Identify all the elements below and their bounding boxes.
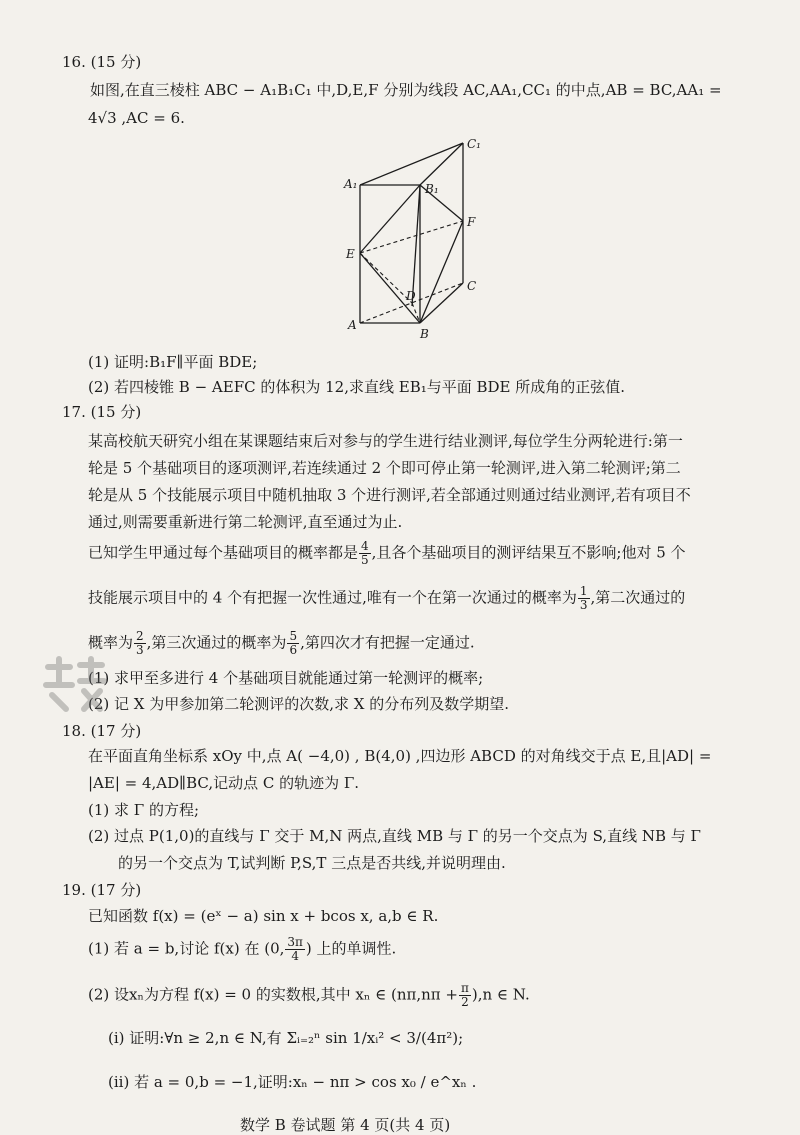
fraction-5-6: $\frac{5}{6}$ xyxy=(289,629,298,657)
q17-line-7-b: ,第三次通过的概率为 xyxy=(146,633,287,652)
q19-part-1-b: ) 上的单调性. xyxy=(305,939,397,958)
fraction-1-3: $\frac{1}{3}$ xyxy=(579,584,588,612)
q19-part-2 xyxy=(88,982,530,1009)
q18-line-1: 在平面直角坐标系 xOy 中,点 A( −4,0) , B(4,0) ,四边形 ABCD 的对角线交于点 E,且|AD| = xyxy=(88,747,712,765)
label-A: A xyxy=(348,318,357,332)
q16-header: 16. (15 分) xyxy=(62,53,142,71)
label-A1: A₁ xyxy=(344,177,358,191)
q18-part-2b: 的另一个交点为 T,试判断 P,S,T 三点是否共线,并说明理由. xyxy=(118,854,506,872)
label-C: C xyxy=(467,279,477,293)
stamp-mark xyxy=(40,655,110,715)
q17-part-2: (2) 记 X 为甲参加第二轮测评的次数,求 X 的分布列及数学期望. xyxy=(88,695,509,713)
q16-part-2: (2) 若四棱锥 B − AEFC 的体积为 12,求直线 EB₁与平面 BDE 所成角的正弦值. xyxy=(88,378,626,396)
fraction-3pi-4: $\frac{3\pi}{4}$ xyxy=(287,935,303,963)
label-E: E xyxy=(346,247,355,261)
q16-part-1: (1) 证明:B₁F∥平面 BDE; xyxy=(88,353,258,371)
q17-line-6 xyxy=(88,585,685,612)
label-B: B xyxy=(420,327,429,341)
q19-part-2-b: ),n ∈ N. xyxy=(471,985,530,1004)
prism-figure xyxy=(330,128,500,353)
label-F: F xyxy=(467,215,476,229)
q19-line-1: 已知函数 f(x) = (eˣ − a) sin x + bcos x, a,b ∈ R. xyxy=(88,907,439,925)
fraction-pi-2: $\frac{\pi}{2}$ xyxy=(460,981,469,1009)
q17-header: 17. (15 分) xyxy=(62,403,142,421)
q17-line-6-b: ,第二次通过的 xyxy=(590,588,686,607)
q17-line-7 xyxy=(88,630,475,657)
q19-part-2-a: (2) 设xₙ为方程 f(x) = 0 的实数根,其中 xₙ ∈ (nπ,nπ + xyxy=(88,985,458,1004)
q17-line-3: 轮是从 5 个技能展示项目中随机抽取 3 个进行测评,若全部通过则通过结业测评,若有项目不 xyxy=(88,486,691,504)
q19-part-2-ii: (ii) 若 a = 0,b = −1,证明:xₙ − nπ > cos x₀ / e^xₙ . xyxy=(108,1073,477,1091)
q18-line-2: |AE| = 4,AD∥BC,记动点 C 的轨迹为 Γ. xyxy=(88,774,360,792)
q16-line-2: 4√3 ,AC = 6. xyxy=(88,109,185,127)
fraction-2-3: $\frac{2}{3}$ xyxy=(136,629,144,657)
q19-part-1 xyxy=(88,936,396,963)
q17-part-1: (1) 求甲至多进行 4 个基础项目就能通过第一轮测评的概率; xyxy=(88,669,484,687)
q19-header: 19. (17 分) xyxy=(62,881,142,899)
q17-line-6-a: 技能展示项目中的 4 个有把握一次性通过,唯有一个在第一次通过的概率为 xyxy=(88,588,577,607)
q18-part-1: (1) 求 Γ 的方程; xyxy=(88,801,200,819)
q18-header: 18. (17 分) xyxy=(62,722,142,740)
q16-line-1: 如图,在直三棱柱 ABC − A₁B₁C₁ 中,D,E,F 分别为线段 AC,AA₁,CC₁ 的中点,AB = BC,AA₁ = xyxy=(90,81,722,99)
q17-line-5-b: ,且各个基础项目的测评结果互不影响;他对 5 个 xyxy=(371,543,686,562)
label-B1: B₁ xyxy=(425,182,439,196)
q17-line-4: 通过,则需要重新进行第二轮测评,直至通过为止. xyxy=(88,513,403,531)
label-D: D xyxy=(406,289,416,303)
q17-line-7-a: 概率为 xyxy=(88,633,134,652)
q19-part-1-a: (1) 若 a = b,讨论 f(x) 在 (0, xyxy=(88,939,285,958)
q18-part-2a: (2) 过点 P(1,0)的直线与 Γ 交于 M,N 两点,直线 MB 与 Γ 的另一个交点为 S,直线 NB 与 Γ xyxy=(88,827,701,845)
q17-line-5-a: 已知学生甲通过每个基础项目的概率都是 xyxy=(88,543,359,562)
page-footer: 数学 B 卷试题 第 4 页(共 4 页) xyxy=(240,1116,451,1134)
q17-line-1: 某高校航天研究小组在某课题结束后对参与的学生进行结业测评,每位学生分两轮进行:第一 xyxy=(88,432,683,450)
label-C1: C₁ xyxy=(467,137,481,151)
fraction-4-5: $\frac{4}{5}$ xyxy=(361,539,369,567)
q17-line-5 xyxy=(88,540,686,567)
q17-line-2: 轮是 5 个基础项目的逐项测评,若连续通过 2 个即可停止第一轮测评,进入第二轮测评;第二 xyxy=(88,459,681,477)
q19-part-2-i: (i) 证明:∀n ≥ 2,n ∈ N,有 Σᵢ₌₂ⁿ sin 1/xᵢ² < 3/(4π²); xyxy=(108,1029,464,1047)
prism-diagram xyxy=(330,128,500,353)
q17-line-7-c: ,第四次才有把握一定通过. xyxy=(300,633,475,652)
